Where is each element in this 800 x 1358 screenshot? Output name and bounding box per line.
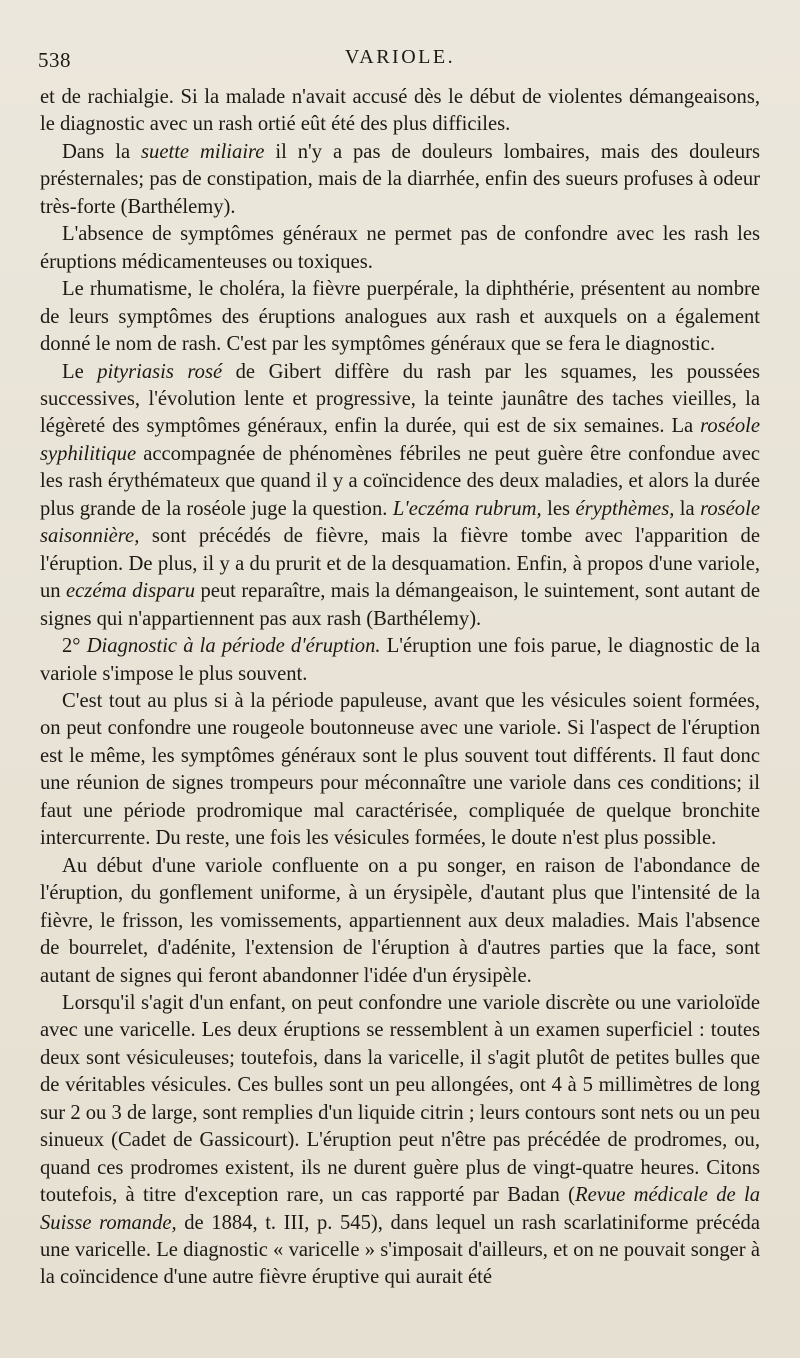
text-run: Au début d'une variole confluente on a pu songer, en raison de l'abondance de l'éruption, du gonflement uniforme, à un érysipèle, d'autant plus que l'intensité de la fièvre, le frisson, les vomissements, appartiennent aux deux maladies. Mais l'absence de bourrelet, d'adénite, l'extension de l'éruption à d'autres parties que la face, sont autant de signes qui feront abandonner l'idée d'un érysipèle. [40,854,760,987]
italic-text: Revue médicale de la Suisse romande, [40,1184,760,1234]
page-header [40,44,760,84]
text-run: L'éruption une fois parue, le diagnostic de la variole s'impose le plus souvent. [40,635,760,685]
text-run: la [674,497,701,520]
paragraph [40,359,760,634]
text-run: de 1884, t. III, p. 545), dans lequel un rash scarlatiniforme précéda une varicelle. Le diagnostic « varicelle » s'imposait d'ailleurs, et on ne pouvait songer à la coïncidence d'une autre fièvre éruptive qui aurait été [40,1211,760,1289]
text-run: 2° [62,635,87,658]
italic-text: suette miliaire [141,140,265,163]
page-number: 538 [38,48,71,72]
text-run: C'est tout au plus si à la période papuleuse, avant que les vésicules soient formées, on peut confondre une rougeole boutonneuse avec une variole. Si l'aspect de l'éruption est le même, les symptômes généraux sont le plus souvent tout différents. Il faut donc une réunion de signes trompeurs pour méconnaître une variole dans ces conditions; il faut une période prodromique mal caractérisée, compliquée de quelque bronchite intercurrente. Du reste, une fois les vésicules formées, le doute n'est plus possible. [40,689,760,850]
text-run: Lorsqu'il s'agit d'un enfant, on peut confondre une variole discrète ou une varioloïde avec une varicelle. Les deux éruptions se ressemblent à un examen superficiel : toutes deux sont vésiculeuses; toutefois, dans la varicelle, il s'agit plutôt de petites bulles que de véritables vésicules. Ces bulles sont un peu allongées, ont 4 à 5 millimètres de long sur 2 ou 3 de large, sont remplies d'un liquide citrin ; leurs contours sont nets ou un peu sinueux (Cadet de Gassicourt). L'éruption peut n'être pas précédée de prodromes, ou, quand ces prodromes existent, ils ne durent guère plus de vingt-quatre heures. Citons toutefois, à titre d'exception rare, un cas rapporté par Badan ( [40,991,760,1207]
italic-text: eczéma disparu [66,580,196,603]
italic-text: érypthèmes, [575,497,675,520]
text-run: sont précédés de fièvre, mais la fièvre tombe avec l'apparition de l'éruption. De plus, il y a du prurit et de la desquamation. Enfin, à propos d'une variole, un [40,525,760,603]
paragraph [40,84,760,139]
paragraph [40,221,760,276]
italic-text: pityriasis rosé [97,360,223,383]
body-text [40,84,760,1292]
text-run: Dans la [62,140,142,163]
paragraph [40,688,760,853]
text-run: accompagnée de phénomènes fébriles ne peut guère être confondue avec les rash érythémateux que quand il y a coïncidence des deux maladies, et alors la durée plus grande de la roséole juge la question. [40,442,760,520]
paragraph [40,276,760,358]
italic-text: L'eczéma rubrum, [392,497,542,520]
text-run: Le [62,360,98,383]
italic-text: Diagnostic à la période d'éruption. [86,635,381,658]
paragraph [40,990,760,1292]
text-run: peut reparaître, mais la démangeaison, le suintement, sont autant de signes qui n'appartiennent pas aux rash (Barthélemy). [40,580,760,630]
text-run: les [541,497,576,520]
paragraph [40,633,760,688]
text-run: L'absence de symptômes généraux ne permet pas de confondre avec les rash les éruptions médicamenteuses ou toxiques. [40,223,760,273]
text-run: de Gibert diffère du rash par les squames, les poussées successives, l'évolution lente et progressive, la teinte jaunâtre des taches vieilles, la légèreté des symptômes généraux, enfin la durée, qui est de six semaines. La [40,360,760,438]
paragraph [40,853,760,990]
paragraph [40,139,760,221]
text-run: il n'y a pas de douleurs lombaires, mais des douleurs présternales; pas de constipation, mais de la diarrhée, enfin des sueurs profuses à odeur très-forte (Barthélemy). [40,140,760,218]
italic-text: roséole syphilitique [40,415,760,465]
italic-text: roséole saisonnière, [40,497,760,548]
text-run: et de rachialgie. Si la malade n'avait accusé dès le début de violentes démangeaisons, le diagnostic avec un rash ortié eût été des plus difficiles. [40,86,760,136]
text-run: Le rhumatisme, le choléra, la fièvre puerpérale, la diphthérie, présentent au nombre de leurs symptômes des éruptions analogues aux rash et auxquels on a également donné le nom de rash. C'est par les symptômes généraux que se fera le diagnostic. [40,278,760,356]
running-title: VARIOLE. [344,46,456,68]
